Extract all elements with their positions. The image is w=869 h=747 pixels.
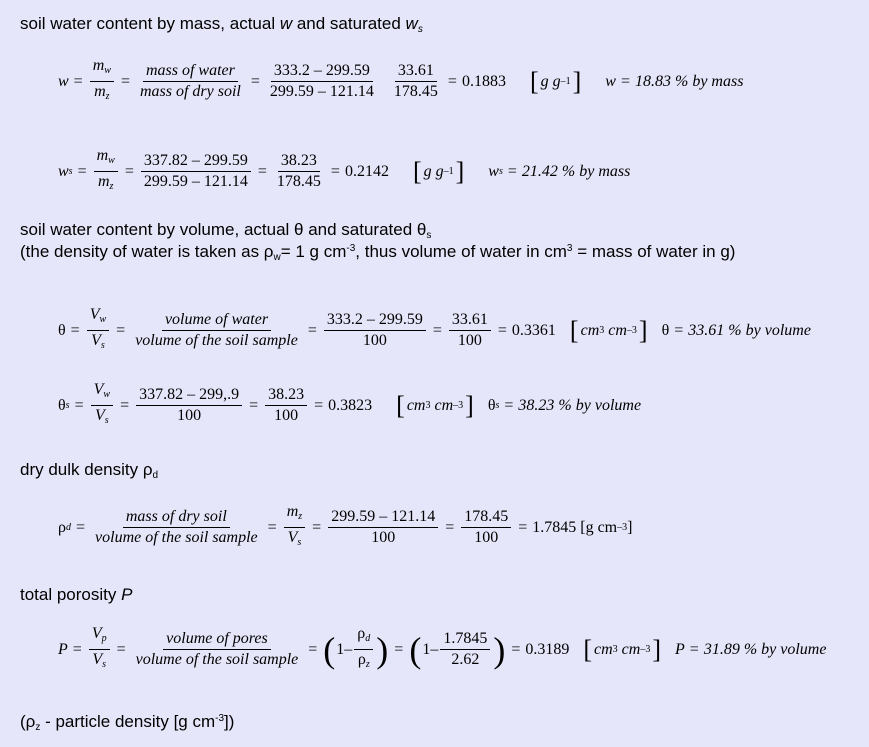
equation-bulk-density: ρ d = $\frac{\text{mass of dry soil}}{\text{volume of the soil sample}}$ = $\frac{m_z}{V_s}$ = $\frac{299.59 - 121.14}{100}$ = $\frac{178.45}{100}$ = 1.7845 [g cm –3 ] xyxy=(58,503,633,548)
heading-mass-content: soil water content by mass, actual w and saturated $w_s$ xyxy=(20,14,423,35)
footnote-particle-density: ($\rho_z$ - particle density [g $cm^{-3}$]) xyxy=(20,712,235,733)
equation-theta: θ = $\frac{V_w}{V_s}$ = $\frac{\text{volume of water}}{\text{volume of the soil sample}}$ = $\frac{333.2 - 299.59}{100}$ = $\frac{33.61}{100}$ = 0.3361 [ cm 3 cm –3 ] θ = 33.61 % by volume xyxy=(58,306,811,351)
heading-volume-content: soil water content by volume, actual θ and saturated $\theta_s$ xyxy=(20,220,432,241)
equation-theta-s: θ s = $\frac{V_w}{V_s}$ = $\frac{337.82 - 299,.9}{100}$ = $\frac{38.23}{100}$ = 0.3823 [ cm 3 cm –3 ] θ s = 38.23 % by volume xyxy=(58,381,642,426)
heading-porosity: total porosity P xyxy=(20,585,133,604)
heading-bulk-density: dry dulk density $\rho_d$ xyxy=(20,460,159,481)
water-density-note: (the density of water is taken as $\rho_w= 1$ g $cm^{-3}$, thus volume of water in $cm^3$ = mass of water in g) xyxy=(20,242,736,263)
equation-w: w = $\frac{m_w}{m_z}$ = $\frac{\text{mass of water}}{\text{mass of dry soil}}$ = $\frac{333.2 - 299.59}{299.59 - 121.14}$ $\frac{33.61}{178.45}$ = 0.1883 [ g g –1 ] w = 18.83 % by mass xyxy=(58,57,744,102)
equation-ws: w s = $\frac{m_w}{m_z}$ = $\frac{337.82 - 299.59}{299.59 - 121.14}$ = $\frac{38.23}{178.45}$ = 0.2142 [ g g –1 ] w s = 21.42 % by mass xyxy=(58,147,631,192)
equation-porosity: P = $\frac{V_p}{V_s}$ = $\frac{\text{volume of pores}}{\text{volume of the soil sample}}$ = ( 1– $\frac{\rho_d}{\rho_z}$ ) = ( 1– $\frac{1.7845}{2.62}$ ) = 0.3189 [ cm 3 cm –3 ] P = 31.89 % by volume xyxy=(58,625,827,670)
